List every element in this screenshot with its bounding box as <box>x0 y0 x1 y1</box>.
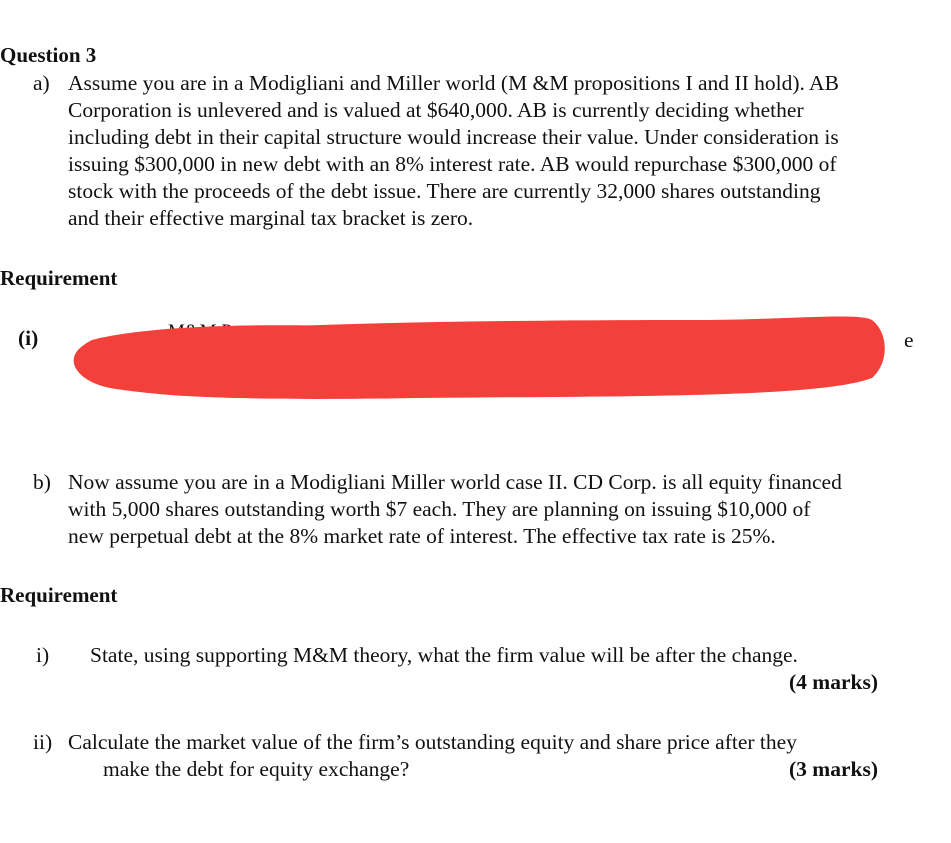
requirement-b-heading: Requirement <box>0 583 118 607</box>
requirement-b-item1-label: i) <box>36 643 50 667</box>
part-a-line: stock with the proceeds of the debt issue. There are currently 32,000 shares outstanding <box>68 179 821 203</box>
question-title: Question 3 <box>0 43 97 67</box>
requirement-b-item2-line1: Calculate the market value of the firm’s outstanding equity and share price after they <box>68 730 797 754</box>
redaction-stroke <box>77 325 340 398</box>
part-a-label: a) <box>33 71 50 95</box>
part-b-label: b) <box>33 470 51 494</box>
part-b-text <box>68 469 938 550</box>
trailing-character: e <box>904 328 914 352</box>
part-a-line: issuing $300,000 in new debt with an 8% interest rate. AB would repurchase $300,000 of <box>68 152 837 176</box>
requirement-b-item2-line2: make the debt for equity exchange? <box>103 757 410 781</box>
part-a-line: including debt in their capital structure would increase their value. Under consideration is <box>68 125 839 149</box>
part-a-line: and their effective marginal tax bracket is zero. <box>68 206 474 230</box>
part-b-line: Now assume you are in a Modigliani Miller world case II. CD Corp. is all equity financed <box>68 470 842 494</box>
requirement-a-item-label: (i) <box>18 326 39 350</box>
part-b-line: new perpetual debt at the 8% market rate of interest. The effective tax rate is 25%. <box>68 524 776 548</box>
requirement-b-item2-marks: (3 marks) <box>789 757 878 781</box>
part-a-line: Assume you are in a Modigliani and Miller world (M &M propositions I and II hold). AB <box>68 71 839 95</box>
requirement-a-heading: Requirement <box>0 266 118 290</box>
requirement-b-item1-text: State, using supporting M&M theory, what the firm value will be after the change. <box>90 643 798 667</box>
part-a-line: Corporation is unlevered and is valued at $640,000. AB is currently deciding whether <box>68 98 804 122</box>
requirement-b-item1-marks: (4 marks) <box>789 670 878 694</box>
requirement-b-item2-label: ii) <box>33 730 53 754</box>
part-b-line: with 5,000 shares outstanding worth $7 each. They are planning on issuing $10,000 of <box>68 497 811 521</box>
